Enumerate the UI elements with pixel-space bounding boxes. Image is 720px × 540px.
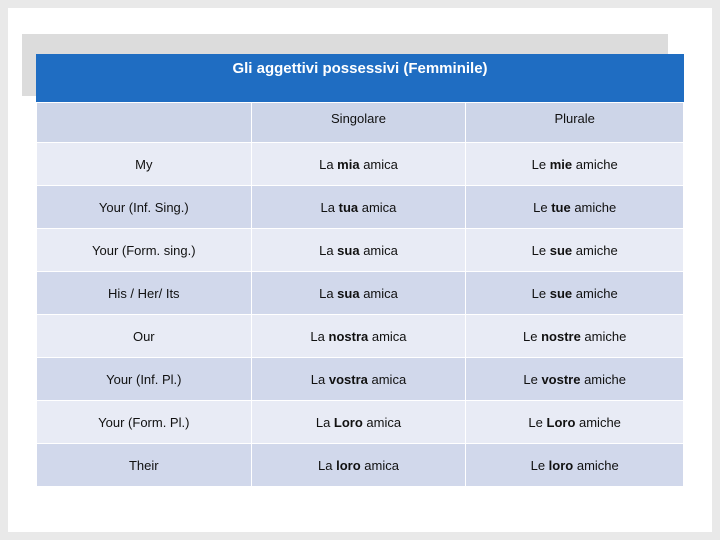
person-cell (37, 186, 252, 229)
singular-noun: amica (367, 371, 407, 387)
person-cell (37, 444, 252, 487)
singular-article: La (319, 285, 338, 301)
plural-cell (466, 358, 684, 401)
person-cell (37, 401, 252, 444)
plural-noun: amiche (580, 328, 627, 344)
table-row (37, 272, 684, 315)
singular-possessive: mia (337, 156, 360, 172)
person-label: Your (Form. sing.) (92, 242, 196, 258)
plural-possessive: vostre (541, 371, 581, 387)
plural-article: Le (533, 199, 552, 215)
plural-article: Le (523, 371, 542, 387)
plural-noun: amiche (580, 371, 626, 387)
page-title: Gli aggettivi possessivi (Femminile) (36, 54, 684, 102)
person-label: Their (128, 457, 159, 473)
person-cell (37, 358, 252, 401)
table-header-row (37, 103, 684, 143)
singular-possessive: nostra (328, 328, 369, 344)
plural-noun: amiche (572, 285, 618, 301)
singular-possessive: Loro (333, 414, 363, 430)
table-row (37, 143, 684, 186)
plural-noun: amiche (575, 414, 621, 430)
singular-article: La (310, 328, 329, 344)
singular-cell (251, 444, 466, 487)
singular-noun: amica (362, 414, 402, 430)
plural-possessive: mie (549, 156, 573, 172)
plural-noun: amiche (572, 242, 618, 258)
plural-cell (466, 315, 684, 358)
singular-article: La (319, 156, 338, 172)
singular-noun: amica (368, 328, 407, 344)
plural-possessive: loro (548, 457, 574, 473)
possessives-table (36, 102, 684, 487)
singular-cell (251, 186, 466, 229)
person-cell (37, 143, 252, 186)
singular-cell (251, 315, 466, 358)
plural-cell (466, 186, 684, 229)
person-cell (37, 315, 252, 358)
singular-article: La (310, 371, 329, 387)
header-singolare: Singolare (251, 103, 466, 143)
singular-cell (251, 143, 466, 186)
plural-possessive: sue (549, 285, 573, 301)
plural-article: Le (530, 457, 549, 473)
table-row (37, 358, 684, 401)
plural-noun: amiche (572, 156, 618, 172)
plural-possessive: Loro (546, 414, 576, 430)
plural-cell (466, 401, 684, 444)
table-row (37, 315, 684, 358)
singular-possessive: sua (337, 242, 360, 258)
plural-article: Le (523, 328, 542, 344)
table-row (37, 186, 684, 229)
person-cell (37, 229, 252, 272)
singular-cell (251, 229, 466, 272)
plural-cell (466, 143, 684, 186)
singular-article: La (319, 242, 338, 258)
singular-possessive: tua (338, 199, 359, 215)
singular-possessive: sua (337, 285, 360, 301)
plural-article: Le (531, 242, 550, 258)
plural-cell (466, 444, 684, 487)
singular-noun: amica (360, 457, 399, 473)
header-person (37, 103, 252, 143)
header-plurale: Plurale (466, 103, 684, 143)
singular-noun: amica (358, 199, 397, 215)
singular-cell (251, 358, 466, 401)
plural-article: Le (528, 414, 547, 430)
plural-possessive: tue (551, 199, 571, 215)
singular-article: La (320, 199, 339, 215)
plural-article: Le (531, 285, 550, 301)
person-label: My (135, 156, 153, 172)
person-cell (37, 272, 252, 315)
table-row (37, 229, 684, 272)
singular-possessive: loro (336, 457, 361, 473)
table-row (37, 401, 684, 444)
person-label: His / Her/ Its (108, 285, 180, 301)
plural-noun: amiche (570, 199, 617, 215)
plural-cell (466, 229, 684, 272)
singular-noun: amica (359, 285, 398, 301)
singular-article: La (318, 457, 337, 473)
singular-noun: amica (359, 156, 398, 172)
singular-possessive: vostra (328, 371, 368, 387)
person-label: Your (Form. Pl.) (98, 414, 190, 430)
plural-cell (466, 272, 684, 315)
person-label: Our (132, 328, 155, 344)
singular-article: La (315, 414, 334, 430)
singular-cell (251, 272, 466, 315)
person-label: Your (Inf. Pl.) (106, 371, 182, 387)
plural-noun: amiche (573, 457, 619, 473)
plural-possessive: nostre (541, 328, 581, 344)
table-row (37, 444, 684, 487)
singular-cell (251, 401, 466, 444)
plural-article: Le (531, 156, 550, 172)
singular-noun: amica (359, 242, 398, 258)
person-label: Your (Inf. Sing.) (98, 199, 189, 215)
plural-possessive: sue (549, 242, 573, 258)
